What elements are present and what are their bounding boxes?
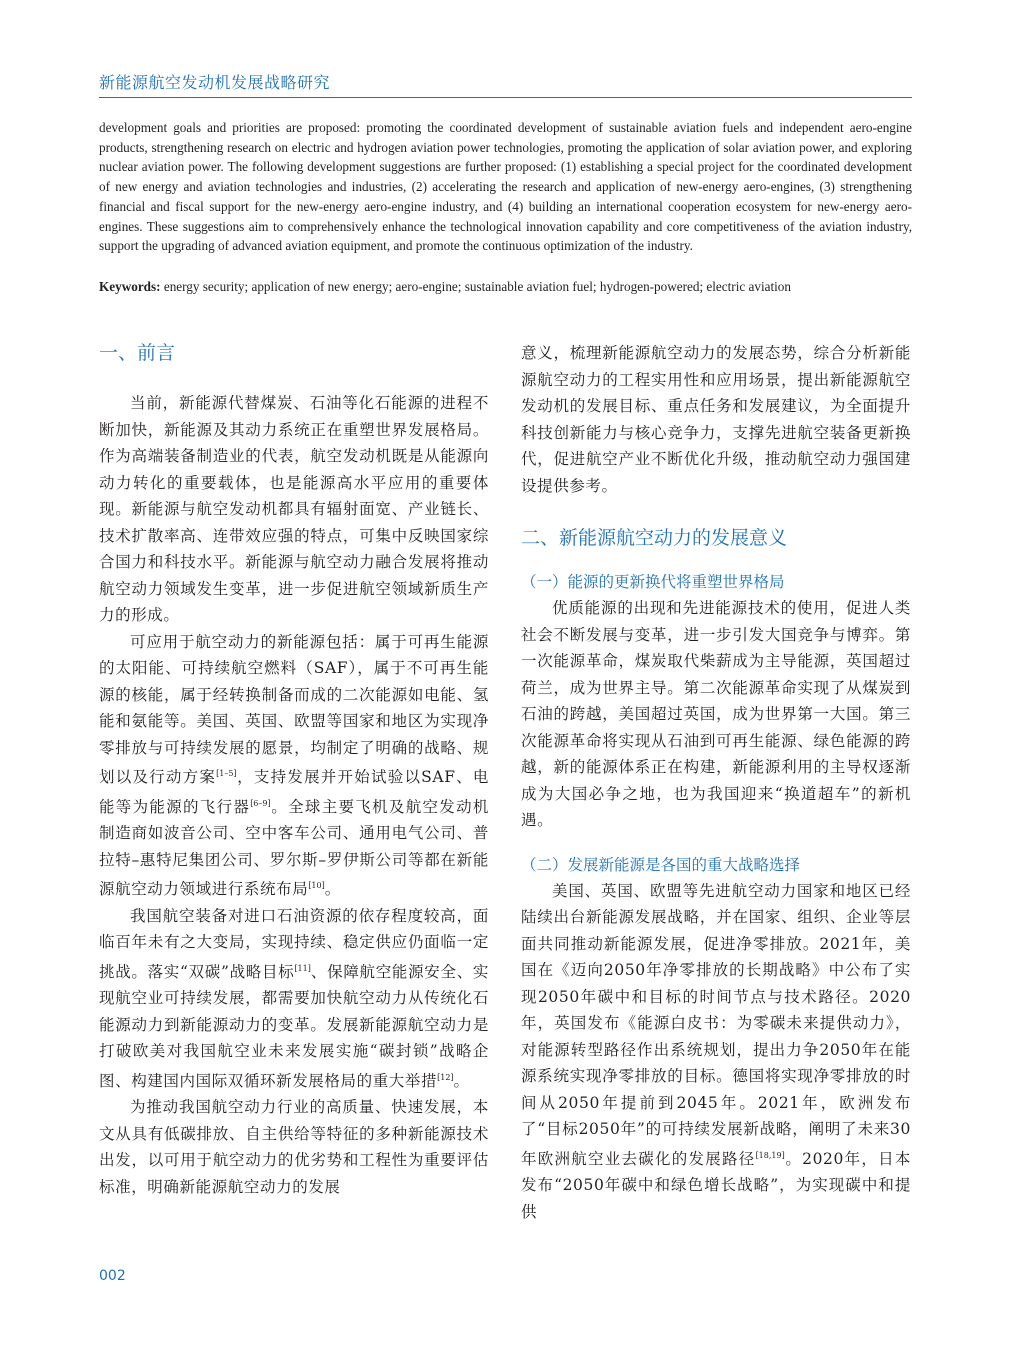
citation: [1–5]: [216, 769, 237, 778]
abstract-text: development goals and priorities are proposed: promoting the coordinated development of sustainable aviation fuels and independent aero-engine products, strengthening research on electric and hydrogen aviation power technologies, promoting the application of solar aviation power, and exploring nuclear aviation power. The following development suggestions are further proposed: (1) establishing a special project for the coordinated development of new energy and aviation technologies and industries, (2) accelerating the research and application of new-energy aero-engines, (3) strengthening financial and fiscal support for the new-energy aero-engine industry, and (4) building an international cooperation ecosystem for new-energy aero-engines. These suggestions aim to comprehensively enhance the technological innovation capability and core competitiveness of the aviation industry, support the upgrading of advanced aviation equipment, and promote the continuous optimization of the industry.: [99, 120, 912, 254]
keywords-list: energy security; application of new energy; aero-engine; sustainable aviation fuel; hydrogen-powered; electric aviation: [160, 279, 791, 294]
section-heading-significance: 二、新能源航空动力的发展意义: [521, 527, 788, 549]
subsection-heading: （一）能源的更新换代将重塑世界格局: [521, 573, 785, 591]
left-column: [99, 340, 489, 1200]
running-header-title: 新能源航空发动机发展战略研究: [99, 70, 912, 98]
citation: [10]: [308, 881, 325, 890]
page-number: 002: [99, 1268, 126, 1284]
paragraph: 当前，新能源代替煤炭、石油等化石能源的进程不断加快，新能源及其动力系统正在重塑世界发展格局。作为高端装备制造业的代表，航空发动机既是从能源向动力转化的重要载体，也是能源高水平应用的重要体现。新能源与航空发动机都具有辐射面宽、产业链长、技术扩散率高、连带效应强的特点，可集中反映国家综合国力和科技水平。新能源与航空动力融合发展将推动航空动力领域发生变革，进一步促进航空领域新质生产力的形成。: [99, 394, 489, 624]
paragraph: 我国航空装备对进口石油资源的依存程度较高，面临百年未有之大变局，实现持续、稳定供应仍面临一定挑战。落实“双碳”战略目标[11]、保障航空能源安全、实现航空业可持续发展，都需要加快航空动力从传统化石能源动力到新能源动力的变革。发展新能源航空动力是打破欧美对我国航空业未来发展实施“碳封锁”战略企图、构建国内国际双循环新发展格局的重大举措[12]。: [99, 906, 489, 1090]
citation: [11]: [294, 963, 311, 973]
subsection-heading: （二）发展新能源是各国的重大战略选择: [521, 855, 801, 874]
keywords-line: [99, 277, 912, 297]
paragraph: 为推动我国航空动力行业的高质量、快速发展，本文从具有低碳排放、自主供给等特征的多种新能源技术出发，以可用于航空动力的优劣势和工程性为重要评估标准，明确新能源航空动力的发展: [99, 1098, 489, 1196]
keywords-label: Keywords:: [99, 279, 161, 294]
right-column: [521, 340, 911, 1225]
citation: [6–9]: [250, 798, 271, 808]
paragraph: 美国、英国、欧盟等先进航空动力国家和地区已经陆续出台新能源发展战略，并在国家、组织、企业等层面共同推动新能源发展，促进净零排放。2021年，美国在《迈向2050年净零排放的长期战略》中公布了实现2050年碳中和目标的时间节点与技术路径。2020年，英国发布《能源白皮书：为零碳未来提供动力》，对能源转型路径作出系统规划，提出力争2050年在能源系统实现净零排放的目标。德国将实现净零排放的时间从2050年提前到2045年。2021年，欧洲发布了“目标2050年”的可持续发展新战略，阐明了未来30年欧洲航空业去碳化的发展路径[18,19]。2020年，日本发布“2050年碳中和绿色增长战略”，为实现碳中和提供: [521, 881, 911, 1221]
paragraph: 优质能源的出现和先进能源技术的使用，促进人类社会不断发展与变革，进一步引发大国竞争与博弈。第一次能源革命，煤炭取代柴薪成为主导能源，英国超过荷兰，成为世界主导。第二次能源革命实现了从煤炭到石油的跨越，美国超过英国，成为世界第一大国。第三次能源革命将实现从石油到可再生能源、绿色能源的跨越，新的能源体系正在构建，新能源利用的主导权逐渐成为大国必争之地，也为我国迎来“换道超车”的新机遇。: [521, 599, 911, 829]
section-heading-introduction: 一、前言: [99, 342, 176, 364]
paragraph: 意义，梳理新能源航空动力的发展态势，综合分析新能源航空动力的工程实用性和应用场景，提出新能源航空发动机的发展目标、重点任务和发展建议，为全面提升科技创新能力与核心竞争力，支撑先进航空装备更新换代，促进航空产业不断优化升级，推动航空动力强国建设提供参考。: [521, 344, 911, 495]
citation: [18,19]: [755, 1150, 785, 1160]
paragraph: 可应用于航空动力的新能源包括：属于可再生能源的太阳能、可持续航空燃料（SAF），属于不可再生能源的核能，属于经转换制备而成的二次能源如电能、氢能和氨能等。美国、英国、欧盟等国家和地区为实现净零排放与可持续发展的愿景，均制定了明确的战略、规划以及行动方案[1–5]，支持发展并开始试验以SAF、电能等为能源的飞行器[6–9]。全球主要飞机及航空发动机制造商如波音公司、空中客车公司、通用电气公司、普拉特–惠特尼集团公司、罗尔斯–罗伊斯公司等都在新能源航空动力领域进行系统布局[10]。: [99, 632, 490, 898]
citation: [12]: [437, 1072, 454, 1082]
